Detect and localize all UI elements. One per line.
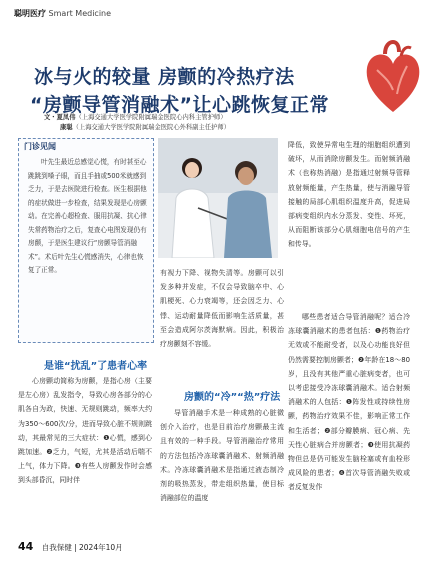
- issue-date: 2024年10月: [79, 543, 123, 552]
- section1-text: 心房颤动简称为房颤，是指心房（主要是左心房）乱发指令，导致心房各部分的心肌各自为政，快速、无规则跳动，频率大约为350～600次/分，进而导致心脏不规则跳动，其最常见的三大症状：❶心慌，感到心跳加速。❷乏力，气短，尤其是活动后喘不上气，体力下降。❸有些人房颤发作时会感到头部昏沉，同时伴: [18, 377, 152, 485]
- page-footer: [18, 540, 123, 553]
- sidebar-text: 叶先生最近总感觉心慌，有时甚至心跳跳到嗓子眼，而且手抽或500米就感到乏力，于是去医院进行检查。医生根据他的症状做进一步检查，结果发现是心房颤动。在完善心超检查、服用抗凝、抗心律失常药物治疗之后，复查心电图发现仍有房颤，于是医生建议行“房颤导管消融术”。术后叶先生心慌感消失，心律也恢复了正常。: [28, 158, 147, 274]
- section-label: 聪明医疗: [14, 9, 46, 18]
- section2-title: 房颤的“冷”“热”疗法: [184, 392, 281, 403]
- author2-name: 康聪: [60, 124, 73, 131]
- doctor-patient-photo: [158, 138, 278, 258]
- section1-title: 是谁“扰乱”了患者心率: [44, 361, 148, 372]
- col2-top-text: 有视力下降、视物失清等。房颤可以引发多种并发症，不仅会导致脑卒中、心肌梗死、心力衰竭等，还会因乏力、心悸、运动耐量降低而影响生活质量，甚至会造成阿尔茨海默病。因此，积极治疗房颤刻不容缓。: [160, 269, 284, 349]
- section-label-en: Smart Medicine: [48, 9, 112, 18]
- title-line1: 冰与火的较量 房颤的冷热疗法: [34, 66, 295, 88]
- author1-name: 文・夏凤伟: [44, 114, 76, 121]
- page-number: 44: [18, 540, 34, 553]
- col3-top-text: 降低，致使异常电生理的细胞组织遭到破坏，从而消除房颤发生。而射频消融术（也称热消融）是指通过射频导管释放射频能量，产生热量，使与消融导管接触的局部心肌组织温度升高，促进局部病变组织内水分蒸发、变性、坏死，从而阻断该部分心肌细胞电信号的产生和传导。: [288, 141, 410, 249]
- byline: [44, 113, 230, 133]
- sidebar-title: 门诊见闻: [24, 142, 56, 151]
- section-header: [14, 8, 111, 19]
- footer-divider: |: [74, 543, 80, 552]
- heart-icon: [363, 40, 423, 120]
- author1-affil: （上海交通大学医学院附属瑞金医院心内科主管护师）: [75, 114, 227, 121]
- title-line2: “房颤导管消融术”让心跳恢复正常: [30, 94, 329, 116]
- section2-text: 导管消融手术是一种成熟的心脏微创介入治疗，也是目前治疗房颤最主流且有效的一种手段。导管消融治疗常用的方法包括冷冻球囊消融术、射频消融术。冷冻球囊消融术是指通过液态制冷剂的吸热蒸发，带走组织热量，使目标消融部位的温度: [160, 409, 284, 503]
- col3-body-text: 哪些患者适合导管消融呢？适合冷冻球囊消融术的患者包括：❶药物治疗无效或不能耐受者，以及心功能良好但仍然需要控制房颤者；❷年龄在18～80岁，且没有其他严重心脏病变者，也可以考虑接受冷冻球囊消融术。适合射频消融术的人包括：❶阵发性或持续性房颤，药物治疗效果不佳，影响正常工作和生活者；❷部分瓣膜病、冠心病、先天性心脏病合并房颤者；❸使用抗凝药物但总是仍可能发生脑栓塞或有血栓形成风险的患者；❹首次导管消融失败或者反复发作: [288, 313, 410, 492]
- author2-affil: （上海交通大学医学院附属瑞金医院心外科副主任护师）: [72, 124, 231, 131]
- magazine-name: 自我保健: [41, 543, 72, 552]
